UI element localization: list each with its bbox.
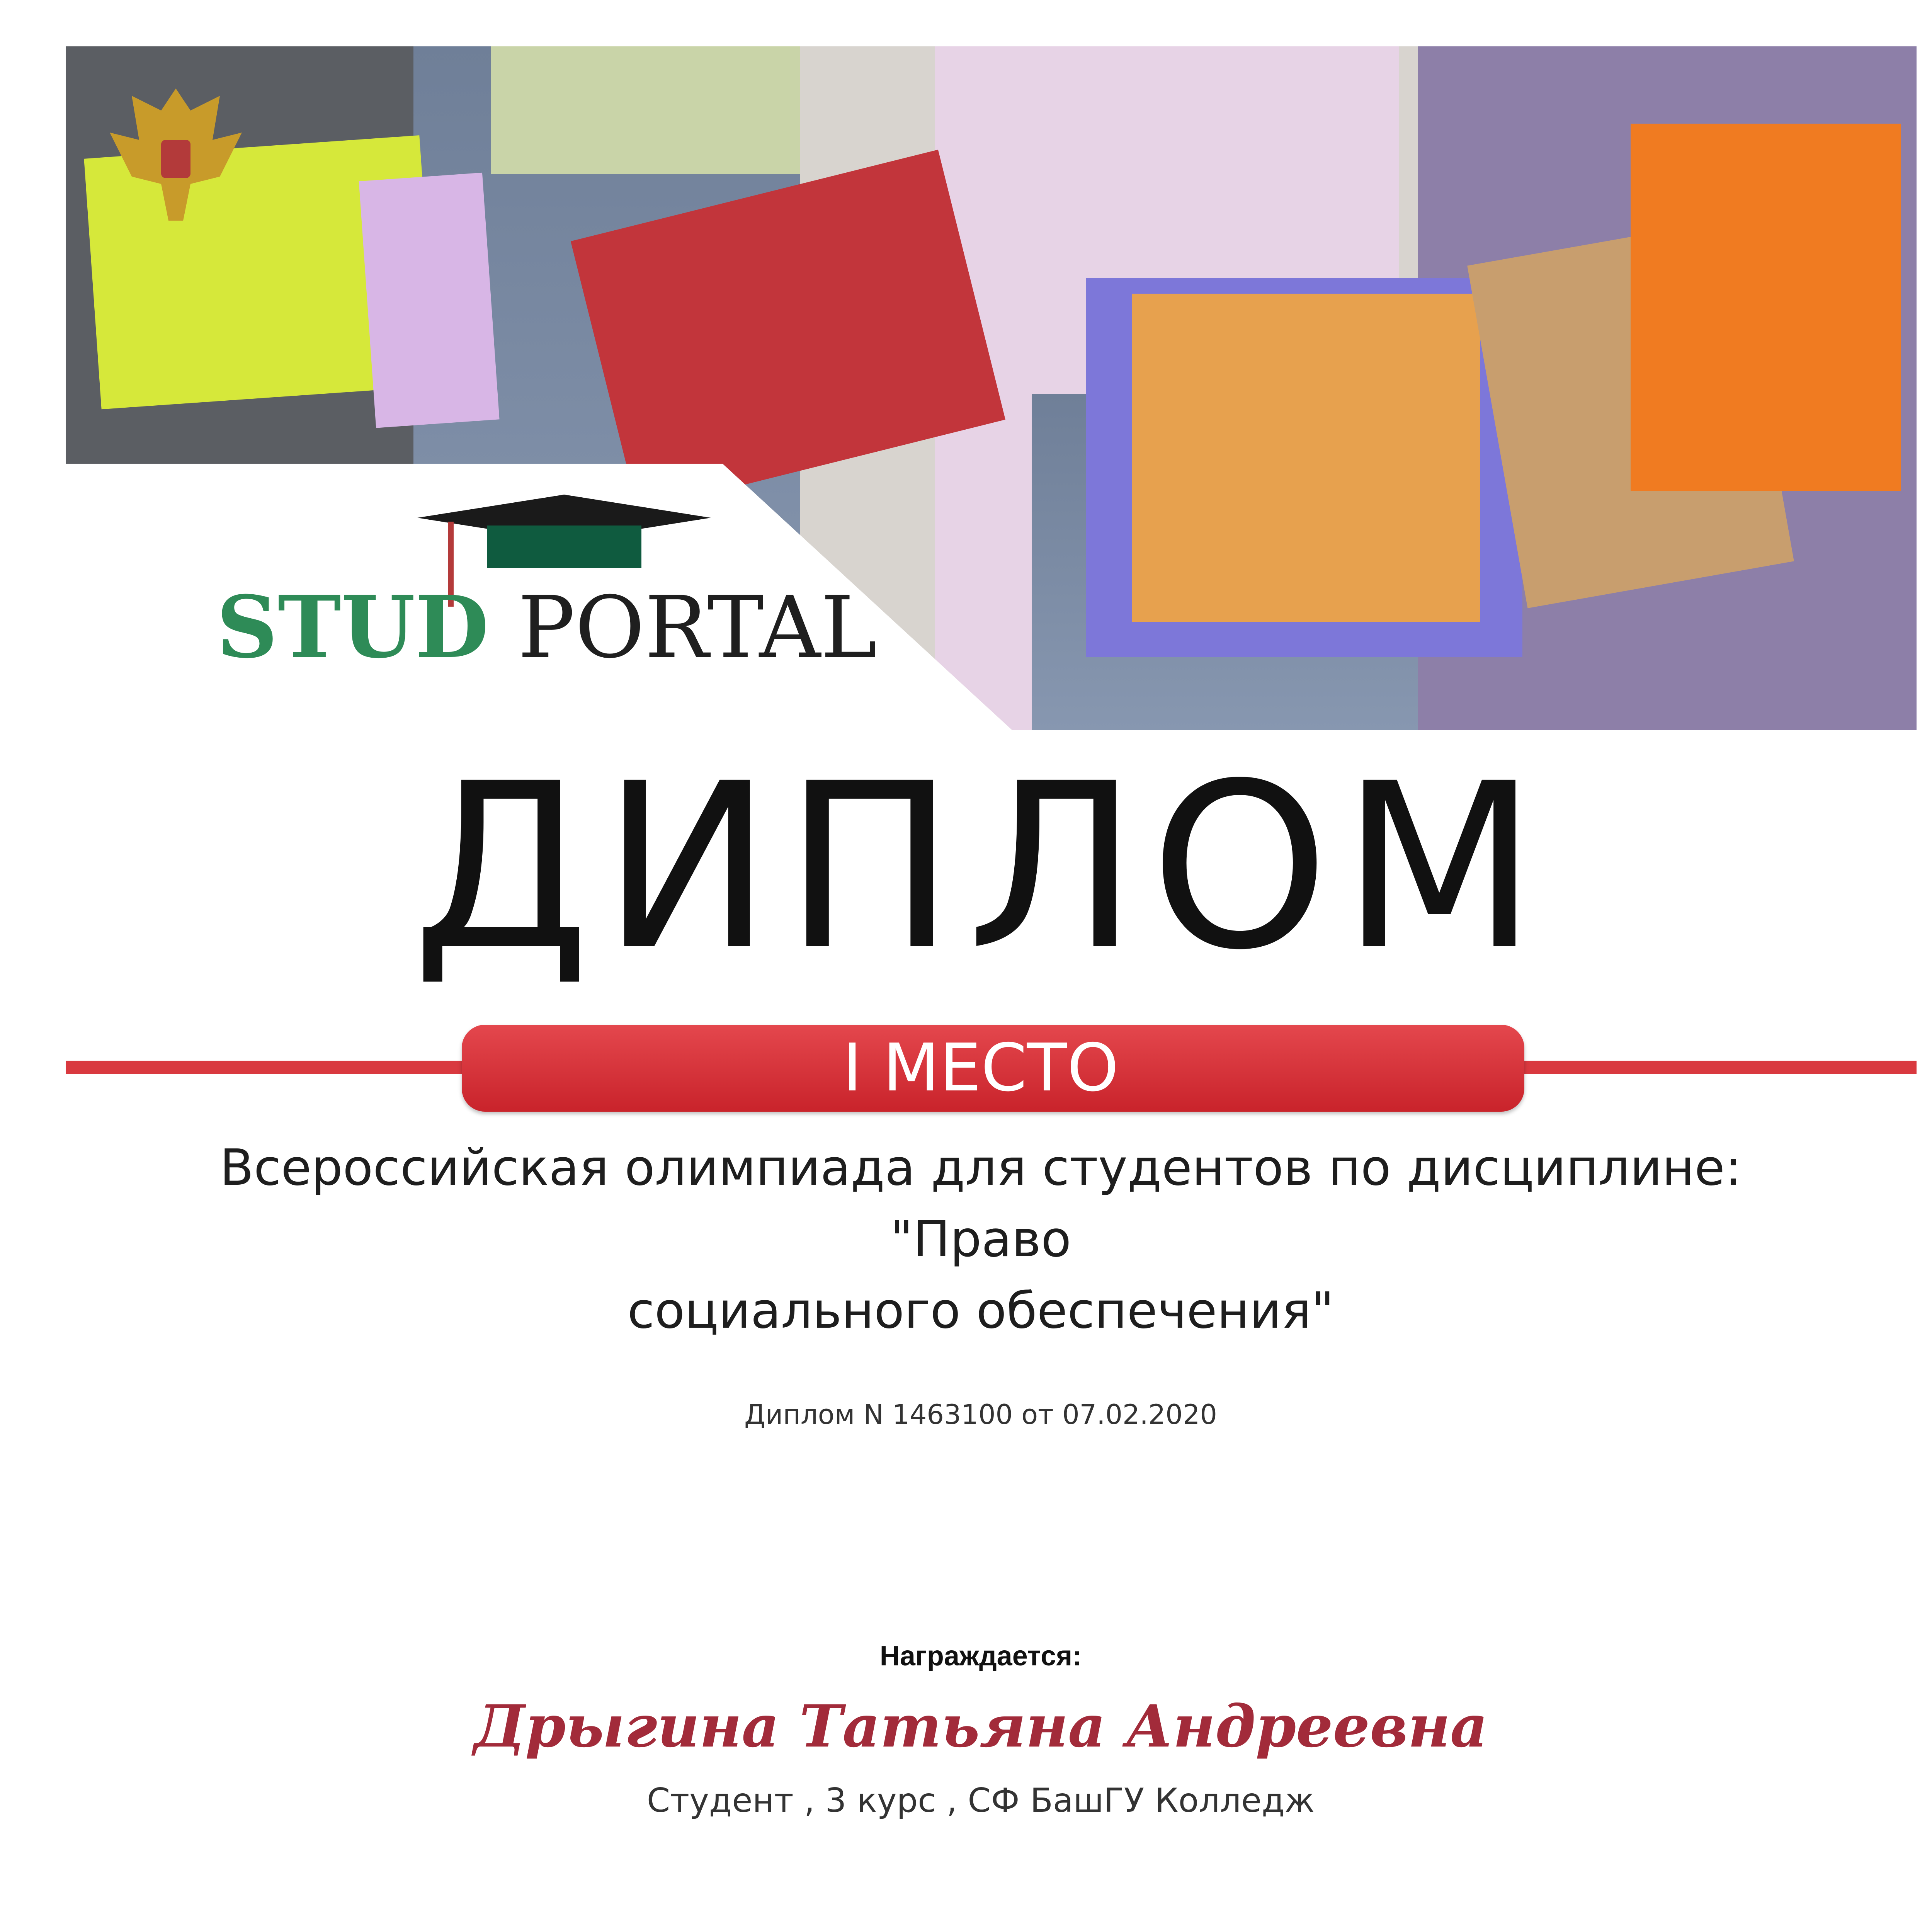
book-lilac (359, 173, 500, 428)
place-label: I МЕСТО (842, 1030, 1119, 1106)
logo-stud-text: STUD (216, 577, 489, 677)
book-orange (1631, 124, 1901, 491)
logo-portal-text: PORTAL (518, 578, 877, 677)
recipient-name: Дрыгина Татьяна Андреевна (473, 1692, 1488, 1760)
coat-of-arms-icon (102, 73, 249, 236)
subtitle-line-2: социального обеспечения" (627, 1282, 1334, 1340)
diploma-title: ДИПЛОМ (412, 735, 1549, 1000)
recipient-info: Студент , 3 курс , СФ БашГУ Колледж (647, 1781, 1315, 1820)
studportal-logo (216, 495, 877, 677)
olympiad-subtitle (162, 1132, 1799, 1347)
book-orange-inner (1132, 294, 1480, 622)
diploma-number: Диплом N 1463100 от 07.02.2020 (744, 1399, 1217, 1430)
subtitle-line-1: Всероссийская олимпиада для студентов по дисциплине: "Право (219, 1139, 1742, 1268)
awarded-label: Награждается: (879, 1641, 1082, 1672)
